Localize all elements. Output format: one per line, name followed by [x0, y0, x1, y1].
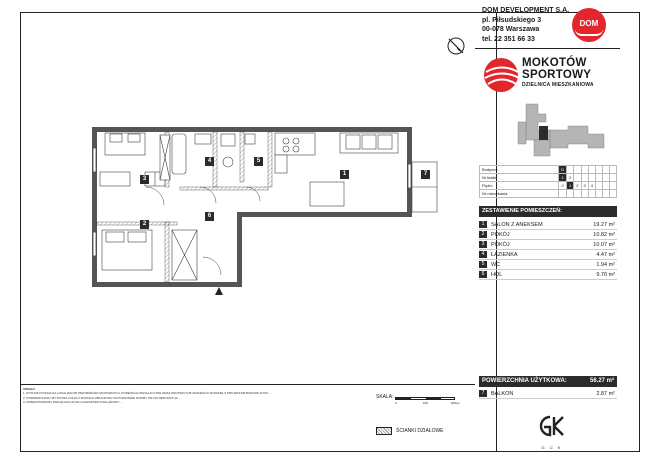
- plan-room-label-5: 5: [254, 157, 263, 166]
- brand-name: [522, 57, 591, 81]
- room-area: 10.82 m²: [593, 232, 615, 238]
- info-row-value: [610, 182, 617, 190]
- balcony-name: BALKON: [491, 391, 514, 397]
- plan-room-label-6: 6: [205, 212, 214, 221]
- room-row: [479, 260, 617, 270]
- company-name: DOM DEVELOPMENT S.A.: [482, 7, 570, 14]
- info-row-value: 1: [559, 174, 567, 182]
- company-street: pl. Piłsudskiego 3: [482, 16, 542, 24]
- info-row-value: [596, 166, 603, 174]
- room-row: [479, 240, 617, 250]
- room-name: WC: [491, 262, 501, 268]
- info-row-value: [574, 174, 581, 182]
- plan-room-label-7: 7: [421, 170, 430, 179]
- info-row-value: 2: [567, 174, 574, 182]
- room-number: 3: [479, 241, 487, 248]
- wc-toilet: [221, 134, 235, 146]
- info-row-value: [596, 190, 603, 198]
- dom-logo-text: DOM: [579, 19, 599, 28]
- wc-sink: [223, 157, 233, 167]
- total-area-label: POWIERZCHNIA UŻYTKOWA:: [482, 378, 567, 384]
- room-number: 5: [479, 261, 487, 268]
- info-row-label: Nr klatki: [480, 174, 559, 182]
- info-row-value: 2: [574, 182, 581, 190]
- scale-tick-0: 0: [395, 401, 397, 405]
- header-divider: [475, 48, 620, 49]
- info-row-value: [559, 190, 567, 198]
- balcony-number: 7: [479, 390, 487, 397]
- info-row-value: [596, 174, 603, 182]
- notes-item-3: 3. PRZEDSTAWIONA WIZUALIZACJA MA CHARAKTER POGLĄDOWY. ...: [23, 400, 124, 405]
- gck-logo-icon: [530, 413, 574, 439]
- room-name: POKÓJ: [491, 242, 510, 248]
- scale-tick-200: 200cm: [451, 401, 461, 405]
- rooms-title: ZESTAWIENIE POMIESZCZEŃ:: [479, 206, 617, 217]
- brand-subtitle: DZIELNICA MIESZKANIOWA: [522, 82, 594, 88]
- info-row-value: [567, 166, 574, 174]
- info-row-value: [603, 190, 610, 198]
- floor-plan-drawing: [20, 12, 475, 384]
- furniture: [100, 133, 398, 280]
- desk-room-3: [100, 172, 130, 186]
- room-name: HOL: [491, 272, 503, 278]
- brand-ball-icon: [482, 56, 520, 94]
- laundry: [245, 134, 255, 144]
- partition-wall-swatch: [376, 427, 392, 435]
- gck-logo: [530, 413, 574, 450]
- company-phone: tel. 22 351 66 33: [482, 35, 535, 43]
- info-row-label: Nr mieszkania: [480, 190, 559, 198]
- info-row-value: D: [559, 166, 567, 174]
- scale-bar: [395, 397, 455, 400]
- room-name: POKÓJ: [491, 232, 510, 238]
- scale-label: SKALA:: [376, 394, 394, 400]
- room-number: 2: [479, 231, 487, 238]
- info-row-value: 4: [588, 182, 595, 190]
- room-row: [479, 230, 617, 240]
- total-area-bar: [479, 376, 617, 387]
- partition-wall-label: ŚCIANKI DZIAŁOWE: [396, 428, 444, 434]
- room-row: [479, 250, 617, 260]
- info-row-value: [610, 190, 617, 198]
- info-row: [480, 190, 617, 198]
- info-row-value: [588, 174, 595, 182]
- bathroom-sink: [195, 134, 211, 144]
- notes-title: UWAGA:: [23, 387, 36, 391]
- room-row: [479, 270, 617, 280]
- brand-line-2: SPORTOWY: [522, 69, 592, 81]
- info-row-value: 3: [581, 182, 588, 190]
- notes-block: [23, 387, 363, 405]
- room-area: 4.47 m²: [596, 252, 615, 258]
- room-area: 9.70 m²: [596, 272, 615, 278]
- plan-room-label-3: 3: [140, 175, 149, 184]
- notes-item-2: 2. POWIERZCHNIA UŻYTKOWA LOKALU ZOSTAŁA OBLICZONA NA PODSTAWIE NORMY PN-ISO 9836:2015-12. ...: [23, 395, 182, 400]
- info-row-value: [603, 166, 610, 174]
- plan-room-label-1: 1: [340, 170, 349, 179]
- plan-room-label-2: 2: [140, 220, 149, 229]
- info-row-label: Budynek: [480, 166, 559, 174]
- info-row-value: [610, 166, 617, 174]
- room-area: 10.07 m²: [593, 242, 615, 248]
- balcony-area: 2.87 m²: [596, 391, 615, 397]
- info-row-value: [603, 182, 610, 190]
- room-number: 1: [479, 221, 487, 228]
- dining-table: [310, 182, 344, 206]
- notes-divider: [20, 384, 475, 385]
- company-address: [482, 6, 569, 44]
- info-row-value: [567, 190, 574, 198]
- room-name: ŁAZIENKA: [491, 252, 518, 258]
- info-row-value: 0: [559, 182, 567, 190]
- balcony-row: [479, 389, 617, 399]
- info-row-value: 1: [567, 182, 574, 190]
- room-number: 4: [479, 251, 487, 258]
- scale-tick-100: 100: [423, 401, 429, 405]
- info-row-value: [588, 190, 595, 198]
- room-row: [479, 220, 617, 230]
- door-swings: [146, 187, 260, 275]
- company-city: 00-078 Warszawa: [482, 26, 540, 33]
- entrance-arrow-icon: [215, 287, 223, 295]
- info-row-label: Piętro: [480, 182, 559, 190]
- info-row-value: [596, 182, 603, 190]
- unit-info-table: [479, 165, 617, 198]
- key-plan-selected-unit: [539, 126, 548, 140]
- bathtub: [172, 134, 186, 174]
- info-row-value: [603, 174, 610, 182]
- info-row-value: [610, 174, 617, 182]
- info-row-value: [581, 190, 588, 198]
- room-name: SALON Z ANEKSEM: [491, 222, 543, 228]
- brand-line-1: MOKOTÓW: [522, 57, 587, 69]
- info-row: [480, 166, 617, 174]
- mokotow-sportowy-brand: [482, 54, 616, 98]
- info-row-value: [574, 166, 581, 174]
- info-row-value: [574, 190, 581, 198]
- room-number: 6: [479, 271, 487, 278]
- plan-room-label-4: 4: [205, 157, 214, 166]
- total-area-value: 56.27 m²: [589, 378, 614, 384]
- fridge: [275, 155, 287, 173]
- info-row-value: [588, 166, 595, 174]
- key-plan-diagram: [498, 100, 618, 164]
- room-area: 1.94 m²: [596, 262, 615, 268]
- dom-logo: [572, 8, 606, 42]
- room-list: [479, 220, 617, 280]
- info-row-value: [581, 166, 588, 174]
- gck-logo-text: G C K: [541, 445, 563, 450]
- info-row-value: [581, 174, 588, 182]
- notes-item-1: 1. RYSUNKI POKAZUJĄ LOKALIZACJĘ PRZYBORÓW SANITARNYCH, PODEJŚCIA INSTALACYJNE ORAZ PROPOZYCJĘ ARANŻACJI ZGODNIE Z PROJEKTEM BUDOWLANYM. ...: [23, 391, 273, 396]
- info-row: [480, 174, 617, 182]
- info-row: [480, 182, 617, 190]
- room-area: 19.27 m²: [593, 222, 615, 228]
